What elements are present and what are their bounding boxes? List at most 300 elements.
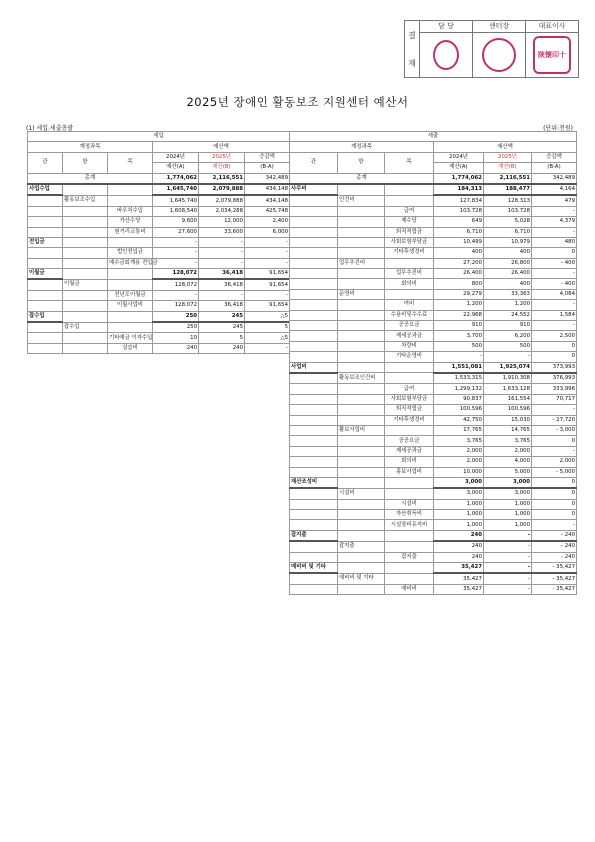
cell-hang [338,552,385,562]
cell-2025: 5,000 [484,467,532,477]
cell-gwan [28,343,63,353]
cell-2024: - [153,290,199,300]
cell-diff: 2,000 [532,457,577,467]
table-row [290,563,577,574]
table-row [290,510,577,520]
approval-head-ceo: 대표이사 [526,21,578,33]
cell-2025: 26,800 [484,258,532,268]
cell-gwan [290,217,338,227]
cell-2025: 1,910,308 [484,373,532,384]
cell-hang: 잡지출 [338,541,385,552]
cell-diff: - 35,427 [532,573,577,584]
cell-mok: 제수당 [385,217,434,227]
cell-mok: 여비 [385,300,434,310]
cell-2025: 2,079,888 [199,195,245,206]
cell-diff: 333,996 [532,384,577,394]
cell-2024: 35,427 [434,563,484,574]
revenue-total-diff: 342,489 [245,173,290,184]
table-row [28,301,290,311]
seal-icon [482,38,516,72]
cell-mok: 홍보사업비 [385,467,434,477]
cell-gwan [290,405,338,415]
cell-2025: 1,000 [484,510,532,520]
table-row [290,237,577,247]
seal-icon [433,40,459,70]
cell-hang [338,467,385,477]
cell-2024: 649 [434,217,484,227]
cell-hang [63,217,108,227]
cell-diff: 1,584 [532,310,577,320]
table-row [28,322,290,333]
cell-gwan [290,206,338,216]
cell-hang: 활동보조수입 [63,195,108,206]
cell-hang [63,290,108,300]
cell-hang [338,457,385,467]
cell-2025: 5,028 [484,217,532,227]
cell-gwan [28,333,63,343]
table-row [290,405,577,415]
cell-2025: 1,925,074 [484,362,532,373]
table-row [28,237,290,247]
table-row [290,394,577,404]
cell-mok: 기타후생경비 [385,248,434,258]
cell-mok: 공공요금 [385,436,434,446]
table-row [28,279,290,290]
cell-gwan: 잡수입 [28,311,63,322]
cell-2024: 240 [434,530,484,541]
expenditure-total-diff: 342,489 [532,173,577,184]
cell-hang [338,206,385,216]
cell-2025: 24,552 [484,310,532,320]
table-row [290,279,577,289]
cell-mok: 업무추진비 [385,269,434,279]
cell-2024: 1,000 [434,520,484,530]
cell-diff: - [532,300,577,310]
cell-mok: 기타운영비 [385,352,434,362]
cell-hang [338,321,385,331]
revenue-header: 세입 [28,132,290,142]
cell-hang [338,362,385,373]
expenditure-budget-header: 예산액 [434,142,577,152]
cell-gwan [28,290,63,300]
cell-hang: 활동보조인건비 [338,373,385,384]
cell-gwan [290,510,338,520]
cell-mok [108,195,153,206]
cell-2025: 3,000 [484,477,532,488]
cell-mok [385,184,434,195]
cell-mok: 가산수당 [108,217,153,227]
cell-hang [338,227,385,237]
cell-hang: 시설비 [338,488,385,499]
cell-2024: 127,834 [434,195,484,206]
cell-2025: 245 [199,322,245,333]
cell-2025: - [484,552,532,562]
cell-mok [385,425,434,435]
cell-gwan [290,584,338,594]
cell-diff: 373,993 [532,362,577,373]
cell-mok [385,373,434,384]
cell-diff: - [532,269,577,279]
cell-gwan [290,279,338,289]
cell-2024: 240 [434,552,484,562]
cell-2025: 400 [484,279,532,289]
cell-hang: 이월금 [63,279,108,290]
cell-gwan [290,499,338,509]
cell-hang [63,237,108,247]
cell-2024: 35,427 [434,573,484,584]
table-row [290,217,577,227]
col-diff: 증감액 [532,152,577,162]
cell-2025: 128,313 [484,195,532,206]
cell-diff: 4,164 [532,184,577,195]
table-row [28,311,290,322]
cell-2025: 2,079,888 [199,184,245,195]
cell-hang [338,499,385,509]
approval-box [404,20,579,78]
cell-2024: 250 [153,311,199,322]
cell-2025: 14,765 [484,425,532,435]
approval-col-ceo [526,21,578,77]
table-row [28,184,290,195]
cell-hang [63,343,108,353]
cell-diff: 4,379 [532,217,577,227]
cell-gwan [28,248,63,258]
cell-gwan [290,341,338,351]
cell-2025: 6,200 [484,331,532,341]
cell-mok: 급여 [385,206,434,216]
cell-gwan [290,425,338,435]
cell-2024: - [153,237,199,247]
col-hang: 항 [338,152,385,173]
cell-2025: 500 [484,341,532,351]
col-diff: 증감액 [245,152,290,162]
cell-hang [63,248,108,258]
cell-diff: - 400 [532,258,577,268]
cell-2025: 10,979 [484,237,532,247]
cell-hang [338,415,385,425]
cell-hang [338,405,385,415]
cell-diff: - 35,427 [532,584,577,594]
cell-gwan: 사업수입 [28,184,63,195]
cell-diff: 0 [532,436,577,446]
cell-2025: - [484,541,532,552]
col-diff-sub: (B-A) [532,163,577,173]
cell-diff: △5 [245,311,290,322]
cell-2024: 240 [153,343,199,353]
cell-mok: 사회보험부담금 [385,394,434,404]
cell-2024: 128,072 [153,269,199,280]
page-title: 2025년 장애인 활동보조 지원센터 예산서 [186,95,409,109]
cell-gwan [290,467,338,477]
cell-2025: 36,418 [199,269,245,280]
table-row [290,530,577,541]
cell-gwan [290,552,338,562]
approval-head-staff: 담 당 [420,21,472,33]
cell-2024: 3,700 [434,331,484,341]
cell-diff: - [245,258,290,268]
cell-hang [338,510,385,520]
cell-diff: - [245,237,290,247]
table-row [28,343,290,353]
cell-2025: 2,000 [484,446,532,456]
cell-2025: 1,633,128 [484,384,532,394]
cell-2025: 26,400 [484,269,532,279]
cell-diff: - 5,000 [532,467,577,477]
cell-2024: 27,600 [153,227,199,237]
cell-diff: - [532,405,577,415]
cell-diff: - 400 [532,279,577,289]
cell-hang [63,227,108,237]
table-row [290,520,577,530]
table-row [290,352,577,362]
cell-2025: 36,418 [199,279,245,290]
cell-diff: 6,000 [245,227,290,237]
cell-2024: 1,551,081 [434,362,484,373]
cell-mok: 회의비 [385,457,434,467]
cell-mok: 시설비 [385,499,434,509]
cell-mok [385,477,434,488]
cell-mok: 예비비 [385,584,434,594]
cell-2024: 10,499 [434,237,484,247]
cell-diff: 0 [532,510,577,520]
cell-mok: 잡지출 [385,552,434,562]
cell-diff: 434,148 [245,195,290,206]
cell-2025: - [484,530,532,541]
cell-2025: 6,710 [484,227,532,237]
cell-2024: 1,200 [434,300,484,310]
expenditure-total-2025: 2,116,551 [484,173,532,184]
approval-side-bottom: 재 [408,58,416,68]
cell-2024: 35,427 [434,584,484,594]
seal-icon: 陝懷印十 [533,36,571,74]
cell-gwan [290,436,338,446]
cell-2025: 36,418 [199,301,245,311]
cell-gwan [290,269,338,279]
col-2025: 2025년 [484,152,532,162]
cell-gwan [290,415,338,425]
table-row [28,258,290,268]
cell-hang [338,331,385,341]
cell-2024: 42,750 [434,415,484,425]
cell-2025: 2,034,288 [199,206,245,216]
cell-2024: 27,200 [434,258,484,268]
revenue-table [27,131,290,354]
cell-diff: 91,654 [245,279,290,290]
cell-gwan [290,384,338,394]
expenditure-account-header: 계정과목 [290,142,434,152]
cell-diff: 425,748 [245,206,290,216]
table-row [290,373,577,384]
cell-2024: 2,000 [434,446,484,456]
col-2024: 2024년 [153,152,199,162]
expenditure-total-label: 총계 [290,173,434,184]
table-row [28,206,290,216]
table-row [290,195,577,206]
cell-mok [385,258,434,268]
cell-diff: - 3,000 [532,425,577,435]
cell-2025: 1,000 [484,520,532,530]
cell-mok [108,184,153,195]
cell-hang [63,301,108,311]
cell-2025: 910 [484,321,532,331]
cell-mok: 예수금회계용 전입금 [108,258,153,268]
table-row [28,227,290,237]
cell-diff: 0 [532,488,577,499]
cell-hang [338,530,385,541]
revenue-total-2025: 2,116,551 [199,173,245,184]
col-mok: 목 [108,152,153,173]
table-row [290,425,577,435]
cell-2025: - [199,258,245,268]
cell-diff: 0 [532,352,577,362]
cell-2024: 9,600 [153,217,199,227]
cell-2024: 29,279 [434,289,484,299]
cell-mok: 기타예금 이자수입 [108,333,153,343]
cell-diff: 0 [532,248,577,258]
cell-gwan: 잡지출 [290,530,338,541]
cell-mok [385,541,434,552]
cell-hang [63,311,108,322]
table-row [290,321,577,331]
cell-diff: - [532,321,577,331]
cell-mok: 전년도이월금 [108,290,153,300]
section-label: (1) 세입.세출총괄 [26,125,74,132]
cell-2024: 1,533,315 [434,373,484,384]
unit-label: (단위:천원) [543,125,573,132]
cell-mok: 바우처수입 [108,206,153,216]
approval-head-director: 센터장 [473,21,525,33]
cell-diff: - [532,227,577,237]
cell-mok [108,279,153,290]
cell-gwan [290,394,338,404]
cell-gwan [28,206,63,216]
cell-hang [63,258,108,268]
cell-hang: 인건비 [338,195,385,206]
cell-diff: - [532,446,577,456]
cell-2025: - [199,237,245,247]
cell-hang [338,394,385,404]
cell-hang [338,300,385,310]
cell-2024: 1,000 [434,499,484,509]
cell-diff: 2,400 [245,217,290,227]
cell-gwan [290,352,338,362]
cell-diff: 5 [245,322,290,333]
cell-diff: 70,717 [532,394,577,404]
cell-mok: 시설장비유지비 [385,520,434,530]
table-row [290,227,577,237]
cell-2025: 4,000 [484,457,532,467]
cell-gwan [28,258,63,268]
table-row [290,258,577,268]
table-row [290,457,577,467]
cell-2025: - [484,563,532,574]
cell-2024: 90,837 [434,394,484,404]
table-row [290,310,577,320]
cell-mok [385,195,434,206]
cell-gwan [290,227,338,237]
table-row [290,477,577,488]
cell-diff: 480 [532,237,577,247]
cell-2025: 400 [484,248,532,258]
cell-mok [108,311,153,322]
table-row [290,341,577,351]
cell-2024: 17,765 [434,425,484,435]
cell-2025: - [484,352,532,362]
cell-2024: 1,608,540 [153,206,199,216]
cell-hang [338,279,385,289]
cell-mok: 급여 [385,384,434,394]
cell-diff: 376,993 [532,373,577,384]
cell-mok: 사회보험부담금 [385,237,434,247]
cell-hang [338,310,385,320]
cell-hang: 업무추진비 [338,258,385,268]
cell-2025: - [484,573,532,584]
cell-mok [385,362,434,373]
table-row [290,446,577,456]
approval-side-top: 결 [408,30,416,40]
cell-mok [385,573,434,584]
cell-diff: 0 [532,341,577,351]
cell-2024: 26,400 [434,269,484,279]
cell-2024: 22,968 [434,310,484,320]
approval-col-director [473,21,526,77]
cell-gwan [28,279,63,290]
cell-2025: 33,600 [199,227,245,237]
cell-gwan [290,541,338,552]
cell-diff: 2,500 [532,331,577,341]
col-2025: 2025년 [199,152,245,162]
cell-2025: 15,030 [484,415,532,425]
expenditure-header: 세출 [290,132,577,142]
table-row [290,573,577,584]
cell-hang [63,184,108,195]
cell-hang [338,217,385,227]
col-gwan: 관 [290,152,338,173]
cell-2025: 161,554 [484,394,532,404]
cell-gwan [290,446,338,456]
col-2025-sub: 예산(B) [484,163,532,173]
cell-mok [385,530,434,541]
col-2025-sub: 예산(B) [199,163,245,173]
table-row [28,217,290,227]
cell-2025: 240 [199,343,245,353]
cell-hang [63,269,108,280]
table-row [290,436,577,446]
cell-gwan [290,300,338,310]
cell-gwan [28,195,63,206]
cell-2024: 500 [434,341,484,351]
table-row [28,248,290,258]
cell-2024: 100,596 [434,405,484,415]
table-row [290,248,577,258]
cell-hang [338,248,385,258]
cell-2024: 3,000 [434,477,484,488]
cell-2024: - [434,352,484,362]
table-row [290,289,577,299]
table-row [290,362,577,373]
cell-hang [338,269,385,279]
cell-diff: - [245,290,290,300]
cell-gwan: 사업비 [290,362,338,373]
cell-diff: - 240 [532,552,577,562]
table-row [290,467,577,477]
cell-gwan [290,573,338,584]
col-diff-sub: (B-A) [245,163,290,173]
cell-gwan: 사무비 [290,184,338,195]
cell-2024: 910 [434,321,484,331]
cell-2025: - [484,584,532,594]
cell-mok: 퇴직적립금 [385,227,434,237]
